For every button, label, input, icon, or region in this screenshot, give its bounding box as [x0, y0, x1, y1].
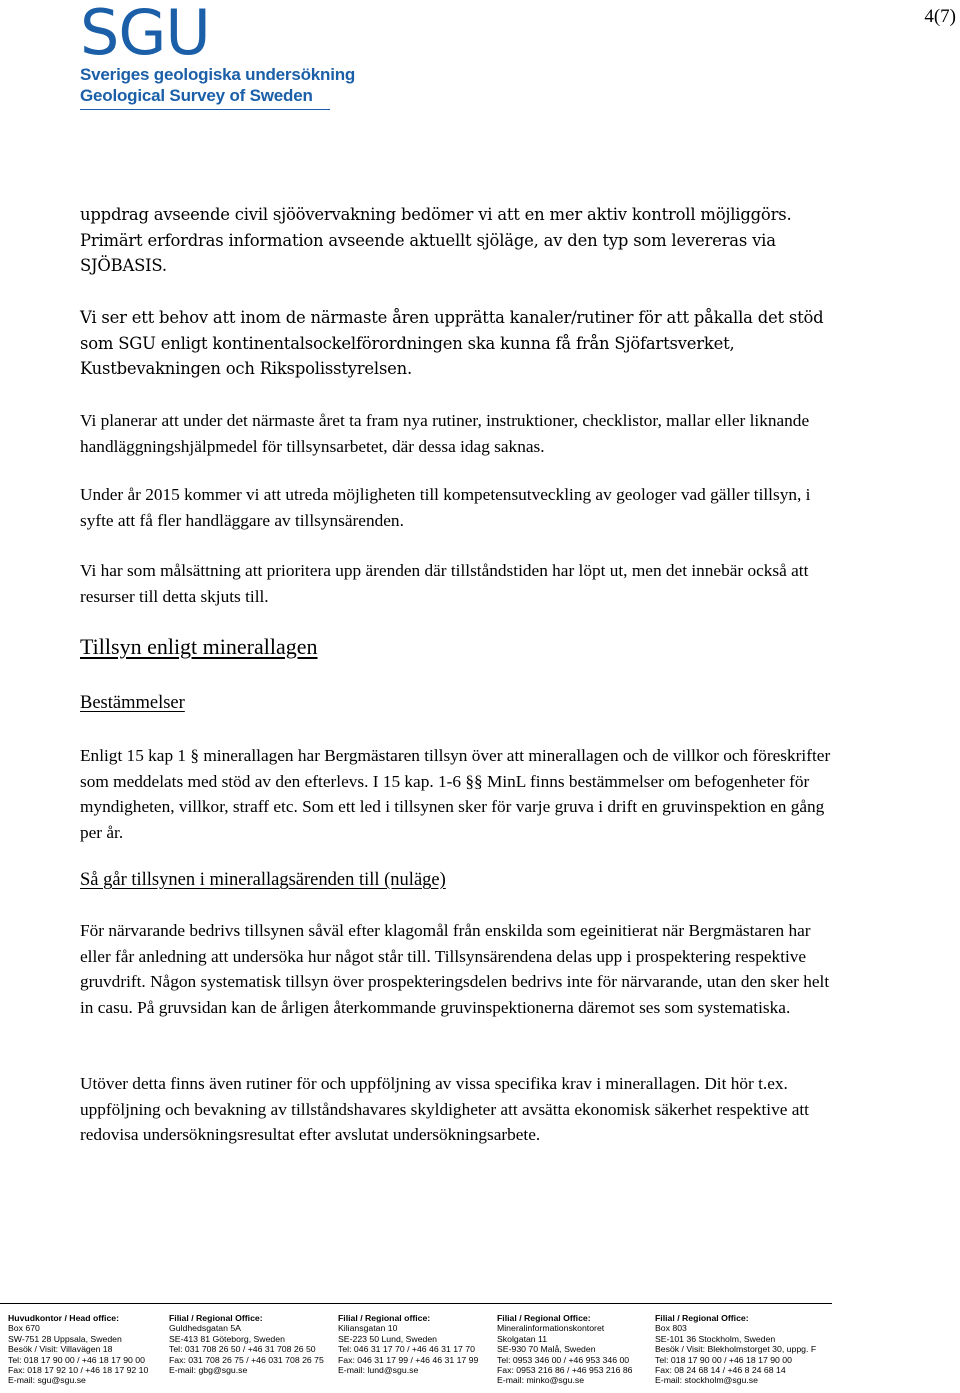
paragraph-6: Enligt 15 kap 1 § minerallagen har Bergmästaren tillsyn över att minerallagen och de villkor och föreskrifter som meddelats med stöd av den efterlevs. I 15 kap. 1-6 §§ MinL finns bestämmelser om befogenheter för myndigheten, villkor, straff etc. Som ett led i tillsynen sker för varje gruva i drift en gruvinspektion en gång per år.: [80, 746, 831, 842]
footer-line: Tel: 0953 346 00 / +46 953 346 00: [497, 1354, 630, 1365]
footer-column-heading: Filial / Regional Office:: [169, 1313, 263, 1323]
footer-column-lund: [338, 1313, 478, 1375]
paragraph-1: uppdrag avseende civil sjöövervakning bedömer vi att en mer aktiv kontroll möjliggörs. Primärt erfordras information avseende aktuellt sjöläge, av den typ som levereras via SJÖBASIS.: [80, 205, 792, 275]
footer-line: Fax: 08 24 68 14 / +46 8 24 68 14: [655, 1365, 786, 1376]
footer-line: Box 803: [655, 1323, 687, 1334]
footer-line: E-mail: lund@sgu.se: [338, 1365, 419, 1376]
logo-acronym: SGU: [80, 0, 210, 69]
sgu-logo: [80, 0, 356, 112]
footer-column-heading: Filial / Regional Office:: [497, 1313, 591, 1323]
footer-line: Fax: 046 31 17 99 / +46 46 31 17 99: [338, 1354, 479, 1365]
footer-line: Besök / Visit: Villavägen 18: [8, 1344, 113, 1355]
footer-line: Tel: 031 708 26 50 / +46 31 708 26 50: [169, 1344, 316, 1355]
footer-line: Fax: 018 17 92 10 / +46 18 17 92 10: [8, 1365, 149, 1376]
footer-line: E-mail: gbg@sgu.se: [169, 1365, 248, 1376]
footer-addresses: [8, 1313, 960, 1393]
logo-underline: [80, 109, 330, 110]
footer-line: SW-751 28 Uppsala, Sweden: [8, 1333, 122, 1344]
footer-column-heading: Huvudkontor / Head office:: [8, 1313, 120, 1323]
footer-line: SE-413 81 Göteborg, Sweden: [169, 1333, 285, 1344]
paragraph-5: Vi har som målsättning att prioritera upp ärenden där tillståndstiden har löpt ut, men det innebär också att resurser till detta skjuts till.: [80, 561, 809, 606]
footer-line: E-mail: stockholm@sgu.se: [655, 1375, 758, 1386]
footer-line: SE-223 50 Lund, Sweden: [338, 1333, 438, 1344]
footer-line: Besök / Visit: Blekholmstorget 30, uppg. F: [655, 1344, 817, 1355]
logo-name-swedish: Sveriges geologiska undersökning: [80, 65, 356, 84]
footer-line: Tel: 018 17 90 00 / +46 18 17 90 00: [655, 1354, 792, 1365]
paragraph-8: Utöver detta finns även rutiner för och uppföljning av vissa specifika krav i minerallagen. Dit hör t.ex. uppföljning och bevakning av tillståndshavares skyldigheter att avsätta ekonomisk säkerhet respektive att redovisa undersökningsresultat efter avslutat undersökningsarbete.: [80, 1074, 809, 1144]
paragraph-2: Vi ser ett behov att inom de närmaste åren upprätta kanaler/rutiner för att påkalla det stöd som SGU enligt kontinentalsockelförordningen ska kunna få från Sjöfartsverket, Kustbevakningen och Rikspolisstyrelsen.: [80, 308, 824, 378]
footer-line: E-mail: minko@sgu.se: [497, 1375, 585, 1386]
footer-line: Fax: 031 708 26 75 / +46 031 708 26 75: [169, 1354, 324, 1365]
section-heading: Tillsyn enligt minerallagen: [80, 634, 318, 659]
subheading-tillsyn: Så går tillsynen i minerallagsärenden till (nuläge): [80, 870, 446, 890]
footer-line: E-mail: sgu@sgu.se: [8, 1375, 86, 1386]
footer-line: Fax: 0953 216 86 / +46 953 216 86: [497, 1365, 633, 1376]
footer-line: Tel: 046 31 17 70 / +46 46 31 17 70: [338, 1344, 475, 1355]
footer-line: Guldhedsgatan 5A: [169, 1323, 241, 1334]
footer-column-heading: Filial / Regional Office:: [655, 1313, 749, 1323]
paragraph-4: Under år 2015 kommer vi att utreda möjligheten till kompetensutveckling av geologer vad gäller tillsyn, i syfte att få fler handläggare av tillsynsärenden.: [80, 485, 811, 530]
footer-column-goteborg: [169, 1313, 324, 1375]
footer-line: SE-101 36 Stockholm, Sweden: [655, 1333, 776, 1344]
footer-line: Box 670: [8, 1323, 40, 1334]
logo-name-english: Geological Survey of Sweden: [80, 86, 313, 105]
footer-line: Skolgatan 11: [497, 1333, 548, 1344]
footer-column-heading: Filial / Regional office:: [338, 1313, 431, 1323]
footer-line: SE-930 70 Malå, Sweden: [497, 1344, 596, 1355]
footer-line: Mineralinformationskontoret: [497, 1323, 605, 1334]
paragraph-3: Vi planerar att under det närmaste året ta fram nya rutiner, instruktioner, checklistor, mallar eller liknande handläggningshjälpmedel för tillsynsarbetet, där dessa idag saknas.: [80, 411, 810, 456]
subheading-bestammelser: Bestämmelser: [80, 693, 185, 713]
footer-line: Tel: 018 17 90 00 / +46 18 17 90 00: [8, 1354, 145, 1365]
footer-column-mala: [497, 1313, 633, 1386]
footer-line: Kiliansgatan 10: [338, 1323, 398, 1334]
footer-column-stockholm: [655, 1313, 816, 1386]
footer-divider: [0, 1303, 832, 1304]
page-number: 4(7): [924, 6, 956, 27]
paragraph-7: För närvarande bedrivs tillsynen såväl efter klagomål från enskilda som egeinitierat när Bergmästaren har eller får anledning att undersöka hur något står till. Tillsynsärendena delas upp i prospektering respektive gruvdrift. Någon systematisk tillsyn över prospekteringsdelen bedrivs inte för närvarande, utan den sker helt in casu. På gruvsidan kan de årligen återkommande gruvinspektionerna däremot ses som systematiska.: [80, 921, 830, 1017]
footer-column-head-office: [8, 1313, 148, 1386]
